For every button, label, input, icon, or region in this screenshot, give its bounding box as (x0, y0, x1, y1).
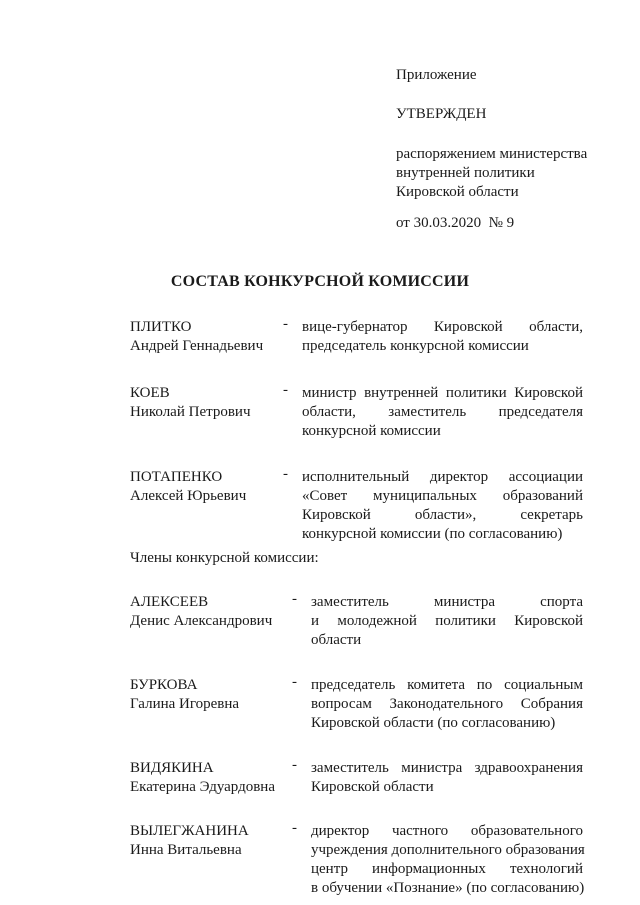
dash-separator: - (283, 382, 288, 398)
given-names: Инна Витальевна (130, 842, 242, 858)
position-description (311, 759, 583, 797)
description-line: министр внутренней политики Кировской (302, 385, 583, 401)
dash-separator: - (292, 757, 297, 773)
appendix-label: Приложение (396, 67, 477, 83)
position-description (311, 822, 583, 898)
given-names: Галина Игоревна (130, 696, 240, 712)
surname: ПОТАПЕНКО (130, 469, 223, 485)
document-title: СОСТАВ КОНКУРСНОЙ КОМИССИИ (170, 273, 470, 290)
description-line: Кировской области (по согласованию) (311, 715, 556, 731)
description-line: учреждения дополнительного образования (311, 842, 585, 858)
person-name (130, 759, 280, 797)
description-line: центр информационных технологий (311, 861, 583, 877)
description-line: вице-губернатор Кировской области, (302, 319, 583, 335)
description-line: председатель конкурсной комиссии (302, 338, 529, 354)
position-description (311, 676, 583, 733)
members-heading: Члены конкурсной комиссии: (130, 550, 319, 566)
description-line: председатель комитета по социальным (311, 677, 583, 693)
description-line: заместитель министра спорта (311, 594, 583, 610)
description-line: директор частного образовательного (311, 823, 583, 839)
dash-separator: - (292, 591, 297, 607)
approved-by-line-2: внутренней политики (396, 165, 535, 181)
dash-separator: - (283, 466, 288, 482)
description-line: вопросам Законодательного Собрания (311, 696, 583, 712)
person-name (130, 676, 280, 714)
surname: БУРКОВА (130, 677, 198, 693)
given-names: Николай Петрович (130, 404, 251, 420)
position-description (302, 384, 583, 441)
person-name (130, 822, 280, 860)
surname: КОЕВ (130, 385, 170, 401)
position-description (302, 318, 583, 356)
description-line: конкурсной комиссии (по согласованию) (302, 526, 563, 542)
person-name (130, 593, 280, 631)
person-name (130, 468, 280, 506)
given-names: Екатерина Эдуардовна (130, 779, 275, 795)
approved-by-line-1: распоряжением министерства (396, 146, 588, 162)
approved-by-line-3: Кировской области (396, 184, 519, 200)
description-line: исполнительный директор ассоциации (302, 469, 583, 485)
description-line: области (311, 632, 362, 648)
description-line: Кировской области (311, 779, 434, 795)
description-line: области, заместитель председателя (302, 404, 583, 420)
given-names: Андрей Геннадьевич (130, 338, 264, 354)
dash-separator: - (283, 316, 288, 332)
position-description (302, 468, 583, 544)
surname: АЛЕКСЕЕВ (130, 594, 209, 610)
position-description (311, 593, 583, 650)
person-name (130, 318, 280, 356)
date-number: от 30.03.2020 № 9 (396, 215, 515, 231)
description-line: конкурсной комиссии (302, 423, 441, 439)
dash-separator: - (292, 674, 297, 690)
given-names: Денис Александрович (130, 613, 273, 629)
given-names: Алексей Юрьевич (130, 488, 247, 504)
approved-label: УТВЕРЖДЕН (396, 106, 487, 122)
dash-separator: - (292, 820, 297, 836)
description-line: «Совет муниципальных образований (302, 488, 583, 504)
surname: ПЛИТКО (130, 319, 192, 335)
surname: ВИДЯКИНА (130, 760, 214, 776)
person-name (130, 384, 280, 422)
surname: ВЫЛЕГЖАНИНА (130, 823, 249, 839)
description-line: заместитель министра здравоохранения (311, 760, 583, 776)
description-line: в обучении «Познание» (по согласованию) (311, 880, 585, 896)
description-line: Кировской области», секретарь (302, 507, 583, 523)
description-line: и молодежной политики Кировской (311, 613, 583, 629)
